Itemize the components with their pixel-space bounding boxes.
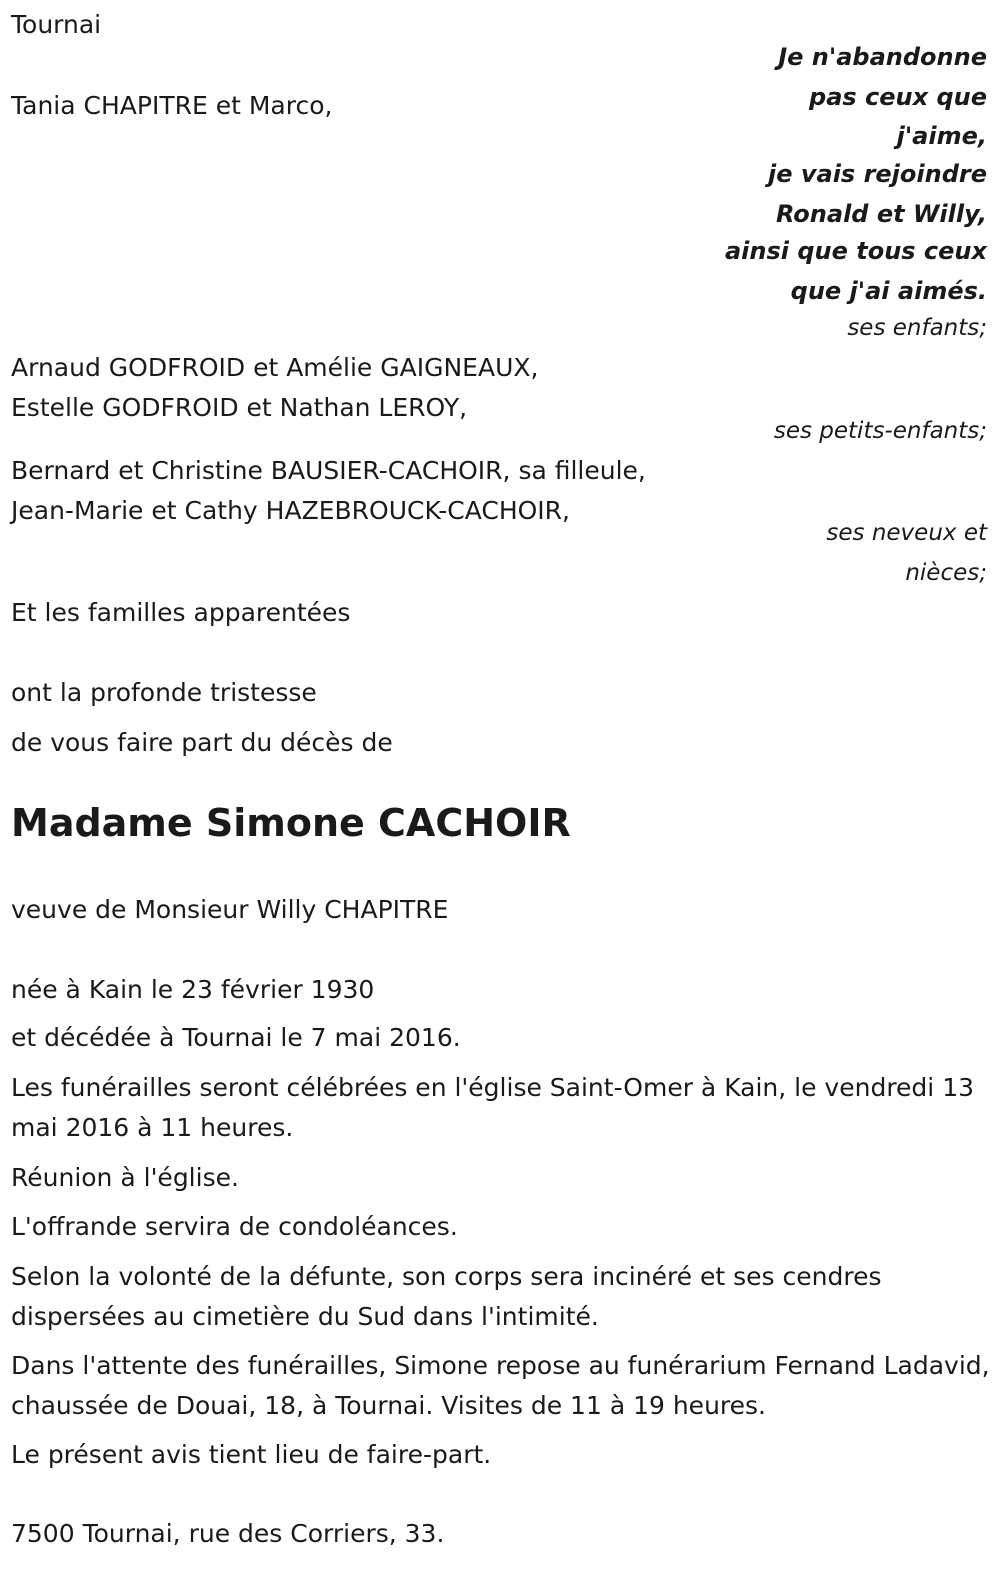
quote-line: je vais rejoindre (768, 160, 987, 188)
cremation-paragraph: Selon la volonté de la défunte, son corps sera incinéré et ses cendres dispersées au cimetière du Sud dans l'intimité. (11, 1262, 882, 1331)
children-role: ses enfants; (847, 315, 987, 341)
quote-line: Ronald et Willy, (776, 200, 987, 228)
deceased-name: Madame Simone CACHOIR (11, 801, 571, 845)
notice-paragraph: Le présent avis tient lieu de faire-part. (11, 1440, 492, 1469)
death-line: et décédée à Tournai le 7 mai 2016. (11, 1023, 461, 1052)
grandchild-name: Estelle GODFROID et Nathan LEROY, (11, 393, 468, 422)
nephew-name: Bernard et Christine BAUSIER-CACHOIR, sa filleule, (11, 456, 646, 485)
announcement-line: ont la profonde tristesse (11, 678, 317, 707)
address-line: 7500 Tournai, rue des Corriers, 33. (11, 1519, 445, 1548)
quote-line: pas ceux que (809, 83, 987, 111)
quote-line: que j'ai aimés. (790, 277, 987, 305)
announcement-line: de vous faire part du décès de (11, 728, 393, 757)
offering-paragraph: L'offrande servira de condoléances. (11, 1212, 458, 1241)
city-heading: Tournai (11, 10, 102, 39)
visitation-paragraph: Dans l'attente des funérailles, Simone repose au funérarium Fernand Ladavid, chaussée de Douai, 18, à Tournai. Visites de 11 à 19 heures. (11, 1351, 990, 1420)
funeral-paragraph: Les funérailles seront célébrées en l'église Saint-Omer à Kain, le vendredi 13 mai 2016 à 11 heures. (11, 1073, 975, 1142)
nephews-role: ses neveux et (826, 520, 987, 546)
widow-line: veuve de Monsieur Willy CHAPITRE (11, 895, 449, 924)
quote-line: ainsi que tous ceux (724, 237, 987, 265)
nephew-name: Jean-Marie et Cathy HAZEBROUCK-CACHOIR, (11, 496, 570, 525)
children-name: Tania CHAPITRE et Marco, (11, 91, 333, 120)
quote-line: Je n'abandonne (778, 43, 987, 71)
quote-line: j'aime, (896, 122, 987, 150)
nephews-role: nièces; (905, 560, 987, 586)
families-line: Et les familles apparentées (11, 598, 351, 627)
grandchildren-role: ses petits-enfants; (773, 418, 987, 444)
birth-line: née à Kain le 23 février 1930 (11, 975, 375, 1004)
meeting-paragraph: Réunion à l'église. (11, 1163, 239, 1192)
grandchild-name: Arnaud GODFROID et Amélie GAIGNEAUX, (11, 353, 539, 382)
